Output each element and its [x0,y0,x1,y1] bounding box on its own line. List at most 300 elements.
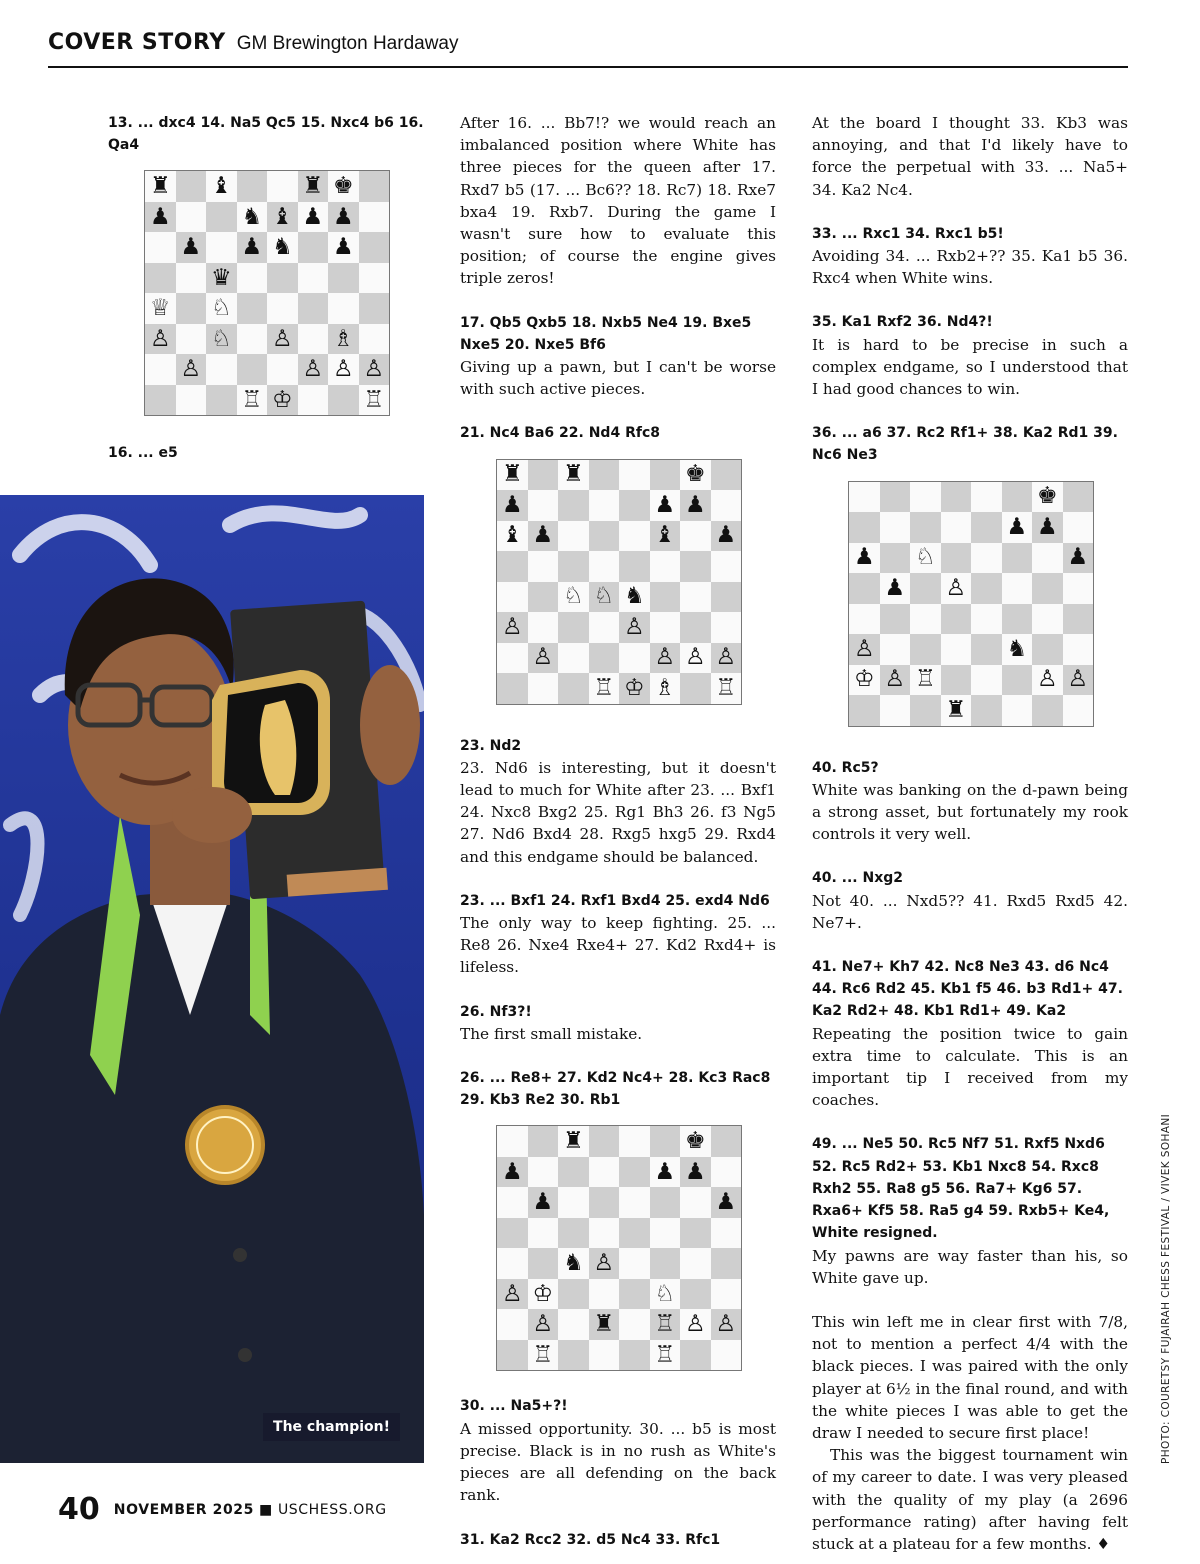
move-text: 26. ... Re8+ 27. Kd2 Nc4+ 28. Kc3 Rac8 29. Kb3 Re2 30. Rb1 [460,1070,771,1109]
black-pawn-icon: ♟ [528,1187,559,1218]
board-square [589,460,620,491]
commentary: After 16. ... Bb7!? we would reach an imbalanced position where White has three pieces for the queen after 17. Rxd7 b5 (17. ... Bc6?? 18. Rc7) 18. Rxe7 bxa4 19. Rxb7. During the game I wasn't sure how to evaluate this position; of course the engine gives triple zeros! [460,114,776,288]
board-square [1032,634,1063,665]
board-square [880,634,911,665]
board-square [558,1309,589,1340]
page-number: 40 [58,1492,100,1527]
board-square [237,263,268,294]
board-square [206,232,237,263]
black-knight-icon: ♞ [619,582,650,613]
board-square [619,1279,650,1310]
black-bishop-icon: ♝ [497,521,528,552]
board-square [711,490,742,521]
board-square [589,1157,620,1188]
issue-date: NOVEMBER 2025 [113,1501,254,1518]
board-square [359,324,390,355]
white-knight-icon: ♘ [206,324,237,355]
white-rook-icon: ♖ [650,1340,681,1371]
board-square [619,643,650,674]
board-square [941,543,972,574]
section-kicker: COVER STORY [48,30,226,55]
white-rook-icon: ♖ [359,385,390,416]
board-square [910,634,941,665]
board-square [558,1218,589,1249]
board-square [711,582,742,613]
board-square [650,582,681,613]
board-square [650,1218,681,1249]
board-square [711,1126,742,1157]
board-square [941,634,972,665]
move-text: 16. ... e5 [108,445,178,462]
board-square [145,354,176,385]
board-square [176,324,207,355]
board-square [497,673,528,704]
board-square [528,1218,559,1249]
board-square [971,695,1002,726]
board-square [528,1157,559,1188]
board-square [680,612,711,643]
board-square [619,521,650,552]
white-bishop-icon: ♗ [650,673,681,704]
photo-caption: The champion! [263,1413,400,1441]
white-rook-icon: ♖ [910,665,941,696]
board-square [971,482,1002,513]
black-pawn-icon: ♟ [1063,543,1094,574]
black-rook-icon: ♜ [145,171,176,202]
white-pawn-icon: ♙ [528,643,559,674]
board-square [910,604,941,635]
white-pawn-icon: ♙ [680,643,711,674]
board-square [711,460,742,491]
end-mark-icon: ♦ [1096,1534,1111,1553]
white-pawn-icon: ♙ [680,1309,711,1340]
white-pawn-icon: ♙ [1063,665,1094,696]
white-pawn-icon: ♙ [298,354,329,385]
board-square [1002,665,1033,696]
white-pawn-icon: ♙ [589,1248,620,1279]
white-pawn-icon: ♙ [328,354,359,385]
white-pawn-icon: ♙ [849,634,880,665]
board-square [880,604,911,635]
move-text: 40. ... Nxg2 [812,870,904,887]
board-square [971,634,1002,665]
white-rook-icon: ♖ [589,673,620,704]
board-square [650,1126,681,1157]
board-square [1063,512,1094,543]
black-pawn-icon: ♟ [849,543,880,574]
black-pawn-icon: ♟ [237,232,268,263]
board-square [910,482,941,513]
board-square [1032,604,1063,635]
board-square [711,551,742,582]
black-knight-icon: ♞ [237,202,268,233]
commentary: 23. Nd6 is interesting, but it doesn't lead to much for White after 23. ... Bxf1 24. Nxc8 Bxg2 25. Rg1 Bh3 26. f3 Ng5 27. Nd6 Bxd4 28. Rxg5 hxg5 29. Rxd4 and this endgame should be balanced. [460,758,776,866]
board-square [528,1248,559,1279]
white-king-icon: ♔ [528,1279,559,1310]
board-square [1002,543,1033,574]
board-square [558,521,589,552]
board-square [528,551,559,582]
black-pawn-icon: ♟ [298,202,329,233]
board-square [237,324,268,355]
board-square [880,512,911,543]
board-square [1032,573,1063,604]
black-pawn-icon: ♟ [711,521,742,552]
move-text: 23. ... Bxf1 24. Rxf1 Bxd4 25. exd4 Nd6 [460,892,770,909]
board-square [267,171,298,202]
footer-text [114,1502,387,1518]
move-text: 23. Nd2 [460,737,522,754]
board-square [619,460,650,491]
board-square [711,1340,742,1371]
column-2 [460,112,776,1551]
board-square [176,385,207,416]
board-square [267,354,298,385]
board-square [1063,695,1094,726]
photo-credit: PHOTO: COURETSY FUJAIRAH CHESS FESTIVAL / VIVEK SOHANI [1160,1113,1172,1464]
white-knight-icon: ♘ [589,582,620,613]
separator-icon: ■ [259,1501,273,1518]
board-square [497,1187,528,1218]
white-rook-icon: ♖ [711,673,742,704]
board-square [941,604,972,635]
board-square [619,1340,650,1371]
black-king-icon: ♚ [680,460,711,491]
board-square [619,1187,650,1218]
board-square [680,1187,711,1218]
board-square [528,582,559,613]
board-square [558,1340,589,1371]
board-square [941,482,972,513]
board-square [650,1248,681,1279]
white-king-icon: ♔ [849,665,880,696]
board-square [237,354,268,385]
commentary: My pawns are way faster than his, so White gave up. [812,1246,1128,1287]
board-square [880,543,911,574]
black-bishop-icon: ♝ [650,521,681,552]
commentary: Repeating the position twice to gain extra time to calculate. This is an important tip I received from my coaches. [812,1024,1128,1110]
move-text: 30. ... Na5+?! [460,1398,568,1415]
board-square [558,490,589,521]
board-square [910,512,941,543]
commentary: It is hard to be precise in such a complex endgame, so I understood that I had good chances to win. [812,335,1128,399]
board-square [206,354,237,385]
move-text: 21. Nc4 Ba6 22. Nd4 Rfc8 [460,425,660,442]
board-square [497,582,528,613]
white-pawn-icon: ♙ [650,643,681,674]
black-pawn-icon: ♟ [1032,512,1063,543]
black-rook-icon: ♜ [558,1126,589,1157]
closing-paragraph [812,1444,1128,1555]
board-square [176,202,207,233]
move-text: 36. ... a6 37. Rc2 Rf1+ 38. Ka2 Rd1 39. Nc6 Ne3 [812,425,1118,464]
move-text: 31. Ka2 Rcc2 32. d5 Nc4 33. Rfc1 [460,1531,721,1548]
board-square [589,1126,620,1157]
board-square [176,263,207,294]
black-pawn-icon: ♟ [650,1157,681,1188]
board-square [680,521,711,552]
board-square [711,612,742,643]
black-king-icon: ♚ [1032,482,1063,513]
move-text: 26. Nf3?! [460,1003,532,1020]
board-square [680,582,711,613]
board-square [145,263,176,294]
board-square [497,1248,528,1279]
board-square [1002,573,1033,604]
board-square [650,1187,681,1218]
black-rook-icon: ♜ [558,460,589,491]
black-rook-icon: ♜ [497,460,528,491]
white-knight-icon: ♘ [558,582,589,613]
board-square [298,324,329,355]
board-square [619,1126,650,1157]
white-pawn-icon: ♙ [1032,665,1063,696]
column-1 [108,112,424,465]
move-text: 17. Qb5 Qxb5 18. Nxb5 Ne4 19. Bxe5 Nxe5 20. Nxe5 Bf6 [460,314,752,353]
board-square [1063,634,1094,665]
white-pawn-icon: ♙ [880,665,911,696]
closing-text: This was the biggest tournament win of my career to date. I was very pleased with the quality of my play (a 2696 performance rating) after having felt stuck at a plateau for a few months. [812,1446,1128,1553]
board-square [298,232,329,263]
board-square [880,482,911,513]
board-square [589,1340,620,1371]
board-square [298,293,329,324]
page-header [48,30,1128,68]
board-square [528,612,559,643]
board-square [619,551,650,582]
board-square [497,1340,528,1371]
board-square [558,1157,589,1188]
move-text: 40. Rc5? [812,759,879,776]
chess-diagram-4 [848,481,1094,727]
board-square [1032,543,1063,574]
board-square [558,673,589,704]
page-footer [58,1492,387,1527]
board-square [971,604,1002,635]
board-square [650,612,681,643]
board-square [497,643,528,674]
board-square [206,202,237,233]
board-square [680,1218,711,1249]
black-king-icon: ♚ [680,1126,711,1157]
board-square [589,1279,620,1310]
board-square [971,512,1002,543]
board-square [558,1279,589,1310]
board-square [589,643,620,674]
board-square [528,460,559,491]
board-square [145,232,176,263]
board-square [1002,482,1033,513]
white-rook-icon: ♖ [650,1309,681,1340]
white-pawn-icon: ♙ [497,612,528,643]
board-square [558,1187,589,1218]
board-square [558,612,589,643]
board-square [528,1126,559,1157]
white-pawn-icon: ♙ [497,1279,528,1310]
white-pawn-icon: ♙ [145,324,176,355]
board-square [711,1157,742,1188]
site-name: USCHESS.ORG [277,1501,387,1518]
white-pawn-icon: ♙ [941,573,972,604]
board-square [237,171,268,202]
board-square [880,695,911,726]
chess-diagram-1 [144,170,390,416]
black-rook-icon: ♜ [941,695,972,726]
board-square [206,385,237,416]
board-square [849,482,880,513]
commentary: A missed opportunity. 30. ... b5 is most precise. Black is in no rush as White's pieces are all defending on the back rank. [460,1419,776,1505]
commentary: Giving up a pawn, but I can't be worse with such active pieces. [460,358,776,399]
white-rook-icon: ♖ [237,385,268,416]
board-square [359,263,390,294]
commentary: White was banking on the d-pawn being a strong asset, but fortunately my rook controls it very well. [812,780,1128,844]
champion-photo-illustration [0,495,424,1463]
board-square [589,612,620,643]
black-pawn-icon: ♟ [680,490,711,521]
board-square [359,202,390,233]
white-pawn-icon: ♙ [176,354,207,385]
black-pawn-icon: ♟ [328,202,359,233]
board-square [619,1248,650,1279]
black-bishop-icon: ♝ [206,171,237,202]
black-queen-icon: ♛ [206,263,237,294]
white-queen-icon: ♕ [145,293,176,324]
board-square [589,1187,620,1218]
black-knight-icon: ♞ [267,232,298,263]
black-pawn-icon: ♟ [497,490,528,521]
board-square [589,521,620,552]
black-pawn-icon: ♟ [528,521,559,552]
board-square [1002,604,1033,635]
black-rook-icon: ♜ [589,1309,620,1340]
black-bishop-icon: ♝ [267,202,298,233]
board-square [528,673,559,704]
white-rook-icon: ♖ [528,1340,559,1371]
board-square [176,171,207,202]
board-square [589,1218,620,1249]
board-square [359,232,390,263]
board-square [497,551,528,582]
board-square [497,1309,528,1340]
white-king-icon: ♔ [267,385,298,416]
black-king-icon: ♚ [328,171,359,202]
board-square [558,643,589,674]
black-pawn-icon: ♟ [650,490,681,521]
black-pawn-icon: ♟ [680,1157,711,1188]
board-square [711,1218,742,1249]
black-knight-icon: ♞ [1002,634,1033,665]
board-square [680,1340,711,1371]
board-square [941,665,972,696]
move-text: 49. ... Ne5 50. Rc5 Nf7 51. Rxf5 Nxd6 52. Rc5 Rd2+ 53. Kb1 Nxc8 54. Rxc8 Rxh2 55. Ra8 g5 56. Ra7+ Kg6 57. Rxa6+ Kf5 58. Ra5 g4 59. Rxb5+ Ke4, White resigned. [812,1136,1110,1242]
commentary: The only way to keep fighting. 25. ... Re8 26. Nxe4 Rxe4+ 27. Kd2 Rxd4+ is lifeless. [460,914,776,977]
board-square [849,573,880,604]
black-pawn-icon: ♟ [328,232,359,263]
board-square [298,263,329,294]
board-square [558,551,589,582]
board-square [1063,604,1094,635]
board-square [849,695,880,726]
board-square [849,604,880,635]
board-square [711,1248,742,1279]
black-pawn-icon: ♟ [145,202,176,233]
board-square [650,551,681,582]
black-pawn-icon: ♟ [176,232,207,263]
board-square [528,490,559,521]
commentary: At the board I thought 33. Kb3 was annoying, and that I'd likely have to force the perpetual with 33. ... Na5+ 34. Ka2 Nc4. [812,114,1128,199]
white-pawn-icon: ♙ [619,612,650,643]
board-square [849,512,880,543]
board-square [176,293,207,324]
board-square [328,385,359,416]
board-square [910,695,941,726]
board-square [237,293,268,324]
board-square [589,551,620,582]
board-square [910,573,941,604]
board-square [619,1218,650,1249]
white-knight-icon: ♘ [910,543,941,574]
board-square [971,543,1002,574]
board-square [497,1218,528,1249]
white-king-icon: ♔ [619,673,650,704]
board-square [497,1126,528,1157]
white-knight-icon: ♘ [206,293,237,324]
board-square [298,385,329,416]
board-square [1002,695,1033,726]
white-pawn-icon: ♙ [359,354,390,385]
board-square [680,1248,711,1279]
white-pawn-icon: ♙ [711,1309,742,1340]
board-square [711,1279,742,1310]
board-square [971,573,1002,604]
black-knight-icon: ♞ [558,1248,589,1279]
black-pawn-icon: ♟ [880,573,911,604]
white-bishop-icon: ♗ [328,324,359,355]
move-text: 35. Ka1 Rxf2 36. Nd4?! [812,314,993,331]
commentary: This win left me in clear first with 7/8, not to mention a perfect 4/4 with the black pieces. I was paired with the only player at 6½ in the final round, and with the white pieces I was able to get the draw I needed to secure first place! [812,1312,1128,1442]
article-author: GM Brewington Hardaway [236,33,459,54]
board-square [680,673,711,704]
board-square [328,263,359,294]
board-square [680,1279,711,1310]
white-pawn-icon: ♙ [267,324,298,355]
white-pawn-icon: ♙ [528,1309,559,1340]
commentary: Avoiding 34. ... Rxb2+?? 35. Ka1 b5 36. Rxc4 when White wins. [812,247,1128,288]
board-square [359,171,390,202]
black-pawn-icon: ♟ [711,1187,742,1218]
black-rook-icon: ♜ [298,171,329,202]
board-square [680,551,711,582]
move-text: 41. Ne7+ Kh7 42. Nc8 Ne3 43. d6 Nc4 44. Rc6 Rd2 45. Kb1 f5 46. b3 Rd1+ 47. Ka2 Rd2+ 48. Kb1 Rd1+ 49. Ka2 [812,959,1123,1020]
board-square [267,293,298,324]
board-square [650,460,681,491]
black-pawn-icon: ♟ [1002,512,1033,543]
champion-photo [0,495,424,1463]
white-knight-icon: ♘ [650,1279,681,1310]
commentary: The first small mistake. [460,1024,643,1043]
move-text: 33. ... Rxc1 34. Rxc1 b5! [812,225,1004,242]
board-square [145,385,176,416]
chess-diagram-2 [496,459,742,705]
board-square [267,263,298,294]
commentary: Not 40. ... Nxd5?? 41. Rxd5 Rxd5 42. Ne7+. [812,891,1128,932]
column-3 [812,112,1128,1555]
board-square [359,293,390,324]
board-square [328,293,359,324]
board-square [971,665,1002,696]
board-square [941,512,972,543]
white-pawn-icon: ♙ [711,643,742,674]
